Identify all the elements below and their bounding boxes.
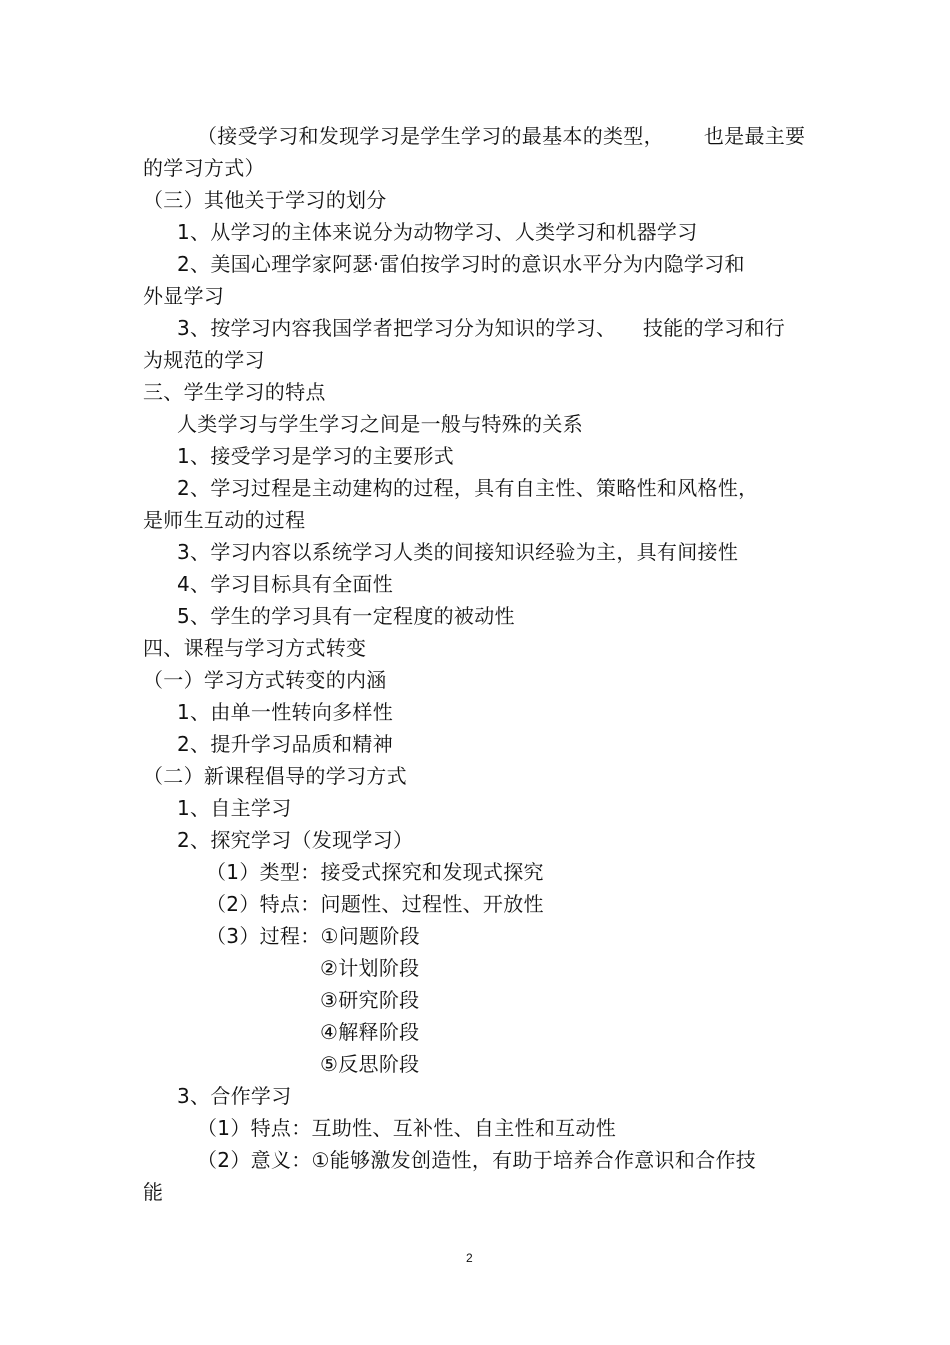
process-step: ③研究阶段 bbox=[320, 988, 420, 1012]
text-line: （接受学习和发现学习是学生学习的最基本的类型， 也是最主要 bbox=[197, 124, 806, 148]
sub-item: （2）意义：①能够激发创造性，有助于培养合作意识和合作技 bbox=[197, 1148, 757, 1172]
sub-item: （3）过程：①问题阶段 bbox=[206, 924, 420, 948]
text-line: 人类学习与学生学习之间是一般与特殊的关系 bbox=[177, 412, 583, 436]
section-heading: 四、课程与学习方式转变 bbox=[143, 636, 367, 660]
sub-item: （1）类型：接受式探究和发现式探究 bbox=[206, 860, 544, 884]
section-heading: （一）学习方式转变的内涵 bbox=[143, 668, 387, 692]
process-step: ④解释阶段 bbox=[320, 1020, 420, 1044]
list-item: 1、自主学习 bbox=[177, 796, 292, 820]
sub-item: （2）特点：问题性、过程性、开放性 bbox=[206, 892, 544, 916]
list-item: 4、学习目标具有全面性 bbox=[177, 572, 394, 596]
text-line: 的学习方式） bbox=[143, 156, 265, 180]
section-heading: 三、学生学习的特点 bbox=[143, 380, 326, 404]
list-item: 3、合作学习 bbox=[177, 1084, 292, 1108]
text-line: 为规范的学习 bbox=[143, 348, 265, 372]
list-item: 2、学习过程是主动建构的过程，具有自主性、策略性和风格性， bbox=[177, 476, 759, 500]
list-item: 3、学习内容以系统学习人类的间接知识经验为主，具有间接性 bbox=[177, 540, 739, 564]
list-item: 1、由单一性转向多样性 bbox=[177, 700, 394, 724]
section-heading: （三）其他关于学习的划分 bbox=[143, 188, 387, 212]
text-line: 能 bbox=[143, 1180, 164, 1204]
text-line: 外显学习 bbox=[143, 284, 225, 308]
sub-item: （1）特点：互助性、互补性、自主性和互动性 bbox=[197, 1116, 617, 1140]
list-item: 1、从学习的主体来说分为动物学习、人类学习和机器学习 bbox=[177, 220, 698, 244]
text-line: 是师生互动的过程 bbox=[143, 508, 306, 532]
list-item: 5、学生的学习具有一定程度的被动性 bbox=[177, 604, 515, 628]
list-item: 1、接受学习是学习的主要形式 bbox=[177, 444, 454, 468]
list-item: 2、美国心理学家阿瑟·雷伯按学习时的意识水平分为内隐学习和 bbox=[177, 252, 745, 276]
list-item: 2、探究学习（发现学习） bbox=[177, 828, 414, 852]
page-number: 2 bbox=[466, 1251, 473, 1265]
list-item: 3、按学习内容我国学者把学习分为知识的学习、 技能的学习和行 bbox=[177, 316, 786, 340]
list-item: 2、提升学习品质和精神 bbox=[177, 732, 394, 756]
section-heading: （二）新课程倡导的学习方式 bbox=[143, 764, 407, 788]
process-step: ⑤反思阶段 bbox=[320, 1052, 420, 1076]
process-step: ②计划阶段 bbox=[320, 956, 420, 980]
